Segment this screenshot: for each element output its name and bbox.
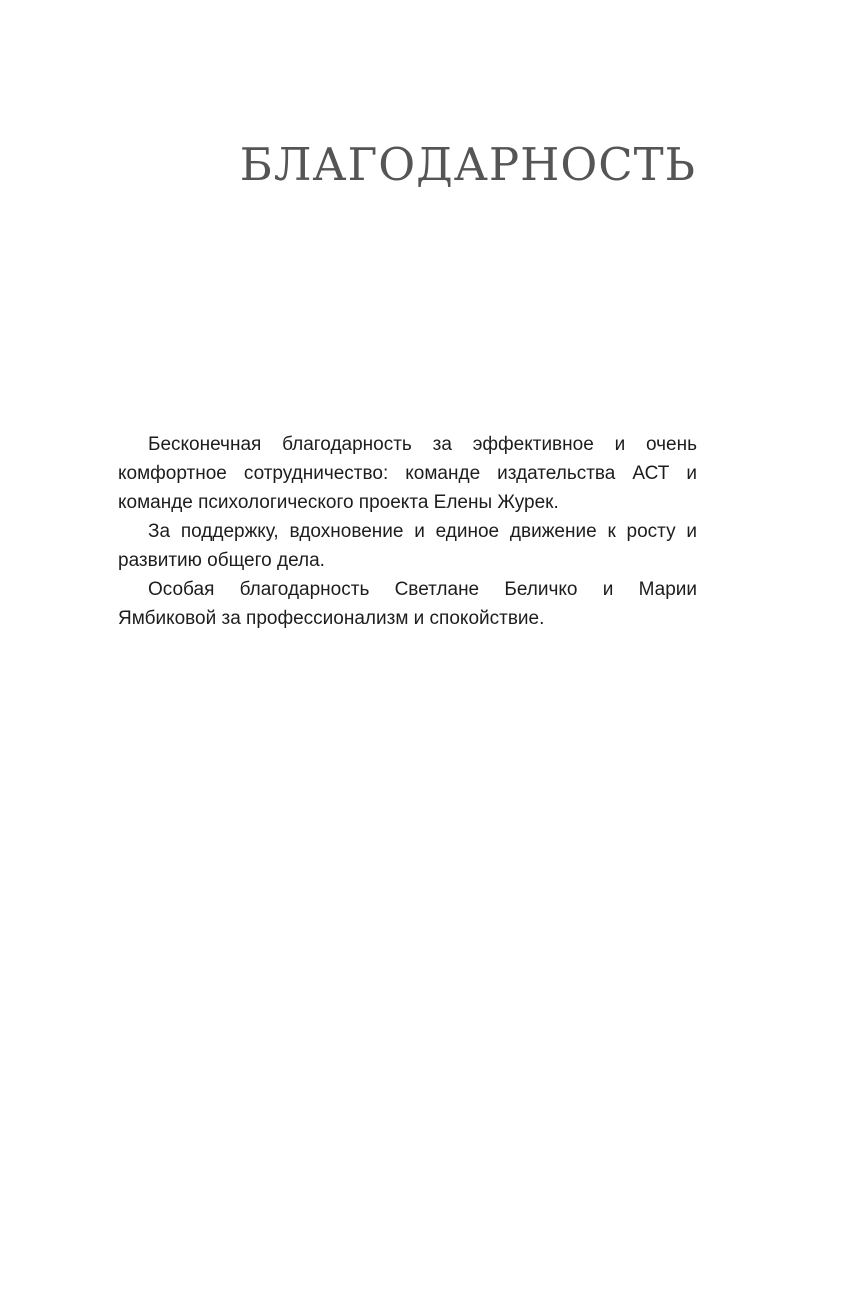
paragraph-3: Особая благодарность Светлане Беличко и Марии Ямбиковой за профессионализм и спокойствие. [118, 579, 697, 629]
paragraph-1: Бесконечная благодарность за эффективное и очень комфортное сотрудничество: команде издательства АСТ и команде психологического проекта Елены Журек. [118, 434, 697, 513]
acknowledgments-body [118, 430, 697, 633]
paragraph-2: За поддержку, вдохновение и единое движение к росту и развитию общего дела. [118, 521, 697, 571]
page-title: БЛАГОДАРНОСТЬ [239, 138, 696, 191]
